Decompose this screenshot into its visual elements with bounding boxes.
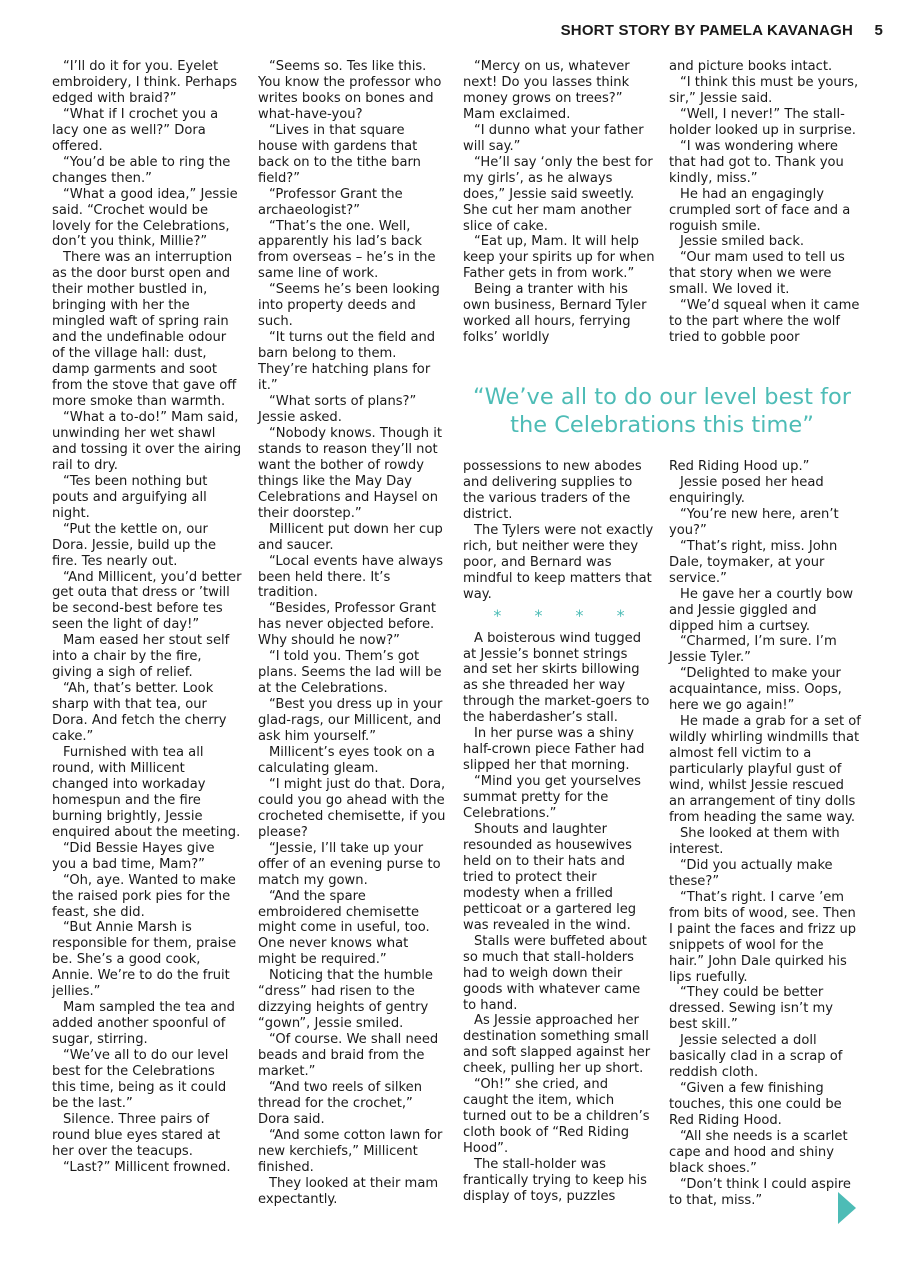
- paragraph: “Ah, that’s better. Look sharp with that tea, our Dora. And fetch the cherry cake.”: [52, 681, 227, 745]
- paragraph: He had an engagingly crumpled sort of face and a roguish smile.: [669, 186, 851, 234]
- paragraph: “You’re new here, aren’t you?”: [669, 506, 839, 538]
- paragraph: “Best you dress up in your glad-rags, our Millicent, and ask him yourself.”: [258, 697, 443, 745]
- paragraph: “That’s right, miss. John Dale, toymaker, at your service.”: [669, 538, 838, 586]
- paragraph: He made a grab for a set of wildly whirling windmills that almost fell victim to a particularly playful gust of wind, whilst Jessie rescued an arrangement of tiny dolls from heading the same way.: [669, 714, 861, 825]
- paragraph: In her purse was a shiny half-crown piece Father had slipped her that morning.: [463, 726, 645, 774]
- paragraph: “I told you. Them’s got plans. Seems the lad will be at the Celebrations.: [258, 649, 442, 697]
- paragraph: “I’ll do it for you. Eyelet embroidery, I think. Perhaps edged with braid?”: [52, 59, 238, 106]
- paragraph: Red Riding Hood up.”: [669, 459, 810, 474]
- paragraph: They looked at their mam expectantly.: [258, 1175, 439, 1207]
- paragraph: Silence. Three pairs of round blue eyes stared at her over the teacups.: [52, 1111, 221, 1159]
- paragraph: The stall-holder was frantically trying to keep his display of toys, puzzles: [463, 1157, 647, 1204]
- paragraph: “I dunno what your father will say.”: [463, 122, 644, 154]
- paragraph: “And two reels of silken thread for the crochet,” Dora said.: [258, 1080, 423, 1127]
- column-3-top: [463, 59, 655, 346]
- column-4-top: [669, 59, 861, 346]
- paragraph: “Mercy on us, whatever next! Do you lasses think money grows on trees?” Mam exclaimed.: [463, 59, 630, 122]
- paragraph: “Our mam used to tell us that story when we were small. We loved it.: [669, 250, 845, 298]
- column-1: [52, 59, 242, 1176]
- paragraph: There was an interruption as the door burst open and their mother bustled in, bringing with her the mingled waft of spring rain and the undefinable odour of the village hall: dust, damp garments and soot from the stove that gave off more smoke than warmth.: [52, 250, 237, 410]
- paragraph: Being a tranter with his own business, Bernard Tyler worked all hours, ferrying folks’ worldly: [463, 282, 647, 346]
- paragraph: “Put the kettle on, our Dora. Jessie, build up the fire. Tes nearly out.: [52, 521, 217, 569]
- paragraph: “And Millicent, you’d better get outa that dress or ’twill be second-best before tes seen the light of day!”: [52, 569, 242, 633]
- paragraph: and picture books intact.: [669, 59, 833, 74]
- paragraph: “Oh, aye. Wanted to make the raised pork pies for the feast, she did.: [52, 872, 236, 920]
- column-4-bottom: [669, 459, 861, 1209]
- paragraph: “We’ve all to do our level best for the Celebrations this time, being as it could be the last.”: [52, 1048, 229, 1111]
- column-2: [258, 59, 448, 1208]
- paragraph: “Besides, Professor Grant has never objected before. Why should he now?”: [258, 601, 437, 649]
- paragraph: “Mind you get yourselves summat pretty for the Celebrations.”: [463, 774, 641, 822]
- paragraph: “I think this must be yours, sir,” Jessie said.: [669, 74, 859, 106]
- paragraph: “Local events have always been held there. It’s tradition.: [258, 553, 444, 601]
- paragraph: “Lives in that square house with gardens that back on to the tithe barn field?”: [258, 122, 421, 186]
- column-3-bottom: [463, 459, 655, 1205]
- paragraph: Noticing that the humble “dress” had risen to the dizzying heights of gentry “gown”, Jessie smiled.: [258, 968, 433, 1032]
- paragraph: “Given a few finishing touches, this one could be Red Riding Hood.: [669, 1081, 842, 1129]
- paragraph: Millicent put down her cup and saucer.: [258, 521, 443, 553]
- paragraph: “I was wondering where that had got to. Thank you kindly, miss.”: [669, 138, 844, 186]
- paragraph: The Tylers were not exactly rich, but neither were they poor, and Bernard was mindful to keep matters that way.: [463, 522, 654, 602]
- paragraph: “But Annie Marsh is responsible for them, praise be. She’s a good cook, Annie. We’re to do the fruit jellies.”: [52, 920, 237, 1000]
- paragraph: “We’d squeal when it came to the part where the wolf tried to gobble poor: [669, 298, 860, 346]
- paragraph: “You’d be able to ring the changes then.”: [52, 154, 231, 186]
- paragraph: A boisterous wind tugged at Jessie’s bonnet strings and set her skirts billowing as she threaded her way through the market-goers to the haberdasher’s stall.: [463, 630, 650, 726]
- paragraph: “Eat up, Mam. It will help keep your spirits up for when Father gets in from work.”: [463, 234, 655, 282]
- paragraph: “He’ll say ‘only the best for my girls’, as he always does,” Jessie said sweetly. She cut her mam another slice of cake.: [463, 154, 653, 234]
- page-number: 5: [874, 22, 883, 39]
- continue-arrow-icon: [838, 1192, 856, 1224]
- paragraph: Jessie selected a doll basically clad in a scrap of reddish cloth.: [669, 1033, 843, 1081]
- paragraph: Jessie smiled back.: [680, 234, 805, 250]
- paragraph: “What a to-do!” Mam said, unwinding her wet shawl and tossing it over the airing rail to dry.: [52, 409, 242, 473]
- paragraph: “What sorts of plans?” Jessie asked.: [258, 394, 417, 425]
- paragraph-group: [463, 631, 655, 1205]
- page-header: [560, 22, 883, 39]
- paragraph: Shouts and laughter resounded as housewives held on to their hats and tried to protect their modesty when a frilled petticoat or a gartered leg was revealed in the wind.: [463, 822, 637, 933]
- paragraph: “Oh!” she cried, and caught the item, which turned out to be a children’s cloth book of “Red Riding Hood”.: [463, 1077, 650, 1157]
- paragraph: Mam eased her stout self into a chair by the fire, giving a sigh of relief.: [52, 633, 230, 681]
- paragraph: “Seems he’s been looking into property deeds and such.: [258, 282, 440, 330]
- paragraph: “Don’t think I could aspire to that, miss.”: [669, 1176, 851, 1208]
- paragraph: “I might just do that. Dora, could you go ahead with the crocheted chemisette, if you please?: [258, 776, 446, 840]
- paragraph: “Jessie, I’ll take up your offer of an evening purse to match my gown.: [258, 840, 441, 888]
- paragraph: “Nobody knows. Though it stands to reason they’ll not want the bother of rowdy things like the May Day Celebrations and Haysel on their doorstep.”: [258, 425, 443, 521]
- byline: SHORT STORY BY PAMELA KAVANAGH: [560, 22, 853, 39]
- paragraph: “Delighted to make your acquaintance, miss. Oops, here we go again!”: [669, 666, 842, 714]
- paragraph: “All she needs is a scarlet cape and hood and shiny black shoes.”: [669, 1129, 848, 1176]
- paragraph: “Did you actually make these?”: [669, 857, 833, 889]
- paragraph: “That’s the one. Well, apparently his lad’s back from overseas – he’s in the same line of work.: [258, 218, 436, 282]
- paragraph: She looked at them with interest.: [669, 825, 840, 857]
- paragraph: “Well, I never!” The stall-holder looked up in surprise.: [669, 106, 856, 138]
- paragraph: “And the spare embroidered chemisette might come in useful, too. One never knows what might be required.”: [258, 888, 430, 968]
- paragraph-group: [463, 523, 655, 603]
- paragraph: “Seems so. Tes like this. You know the professor who writes books on bones and what-have-you?: [258, 59, 442, 122]
- paragraph: “Charmed, I’m sure. I’m Jessie Tyler.”: [669, 634, 837, 666]
- paragraph: “Of course. We shall need beads and braid from the market.”: [258, 1032, 439, 1080]
- paragraph: Furnished with tea all round, with Millicent changed into workaday homespun and the fire burning brightly, Jessie enquired about the meeting.: [52, 744, 241, 840]
- paragraph: “Did Bessie Hayes give you a bad time, Mam?”: [52, 840, 215, 872]
- paragraph: He gave her a courtly bow and Jessie giggled and dipped him a curtsey.: [669, 586, 854, 634]
- paragraph: “Professor Grant the archaeologist?”: [258, 186, 403, 218]
- paragraph: Millicent’s eyes took on a calculating gleam.: [258, 744, 435, 776]
- paragraph: Jessie posed her head enquiringly.: [669, 474, 824, 506]
- paragraph-group: [669, 75, 861, 346]
- paragraph-group: [669, 475, 861, 1209]
- paragraph: “What a good idea,” Jessie said. “Crochet would be lovely for the Celebrations, don’t you think, Millie?”: [52, 186, 238, 250]
- paragraph: “Last?” Millicent frowned.: [63, 1159, 231, 1175]
- paragraph: “And some cotton lawn for new kerchiefs,” Millicent finished.: [258, 1127, 443, 1175]
- paragraph: possessions to new abodes and delivering supplies to the various traders of the district.: [463, 459, 642, 522]
- pull-quote: “We’ve all to do our level best for the Celebrations this time”: [472, 384, 852, 438]
- section-break: * * * *: [493, 605, 639, 625]
- paragraph: “Tes been nothing but pouts and arguifying all night.: [52, 473, 208, 521]
- paragraph: As Jessie approached her destination something small and soft slapped against her cheek, pulling her up short.: [463, 1013, 651, 1077]
- paragraph: “That’s right. I carve ’em from bits of wood, see. Then I paint the faces and frizz up snippets of wool for the hair.” John Dale quirked his lips ruefully.: [669, 889, 857, 985]
- paragraph: Mam sampled the tea and added another spoonful of sugar, stirring.: [52, 1000, 235, 1048]
- paragraph: “It turns out the field and barn belong to them. They’re hatching plans for it.”: [258, 330, 436, 394]
- paragraph: “They could be better dressed. Sewing isn’t my best skill.”: [669, 985, 834, 1033]
- paragraph: Stalls were buffeted about so much that stall-holders had to weigh down their goods with whatever came to hand.: [463, 933, 647, 1013]
- paragraph: “What if I crochet you a lacy one as well?” Dora offered.: [52, 106, 219, 154]
